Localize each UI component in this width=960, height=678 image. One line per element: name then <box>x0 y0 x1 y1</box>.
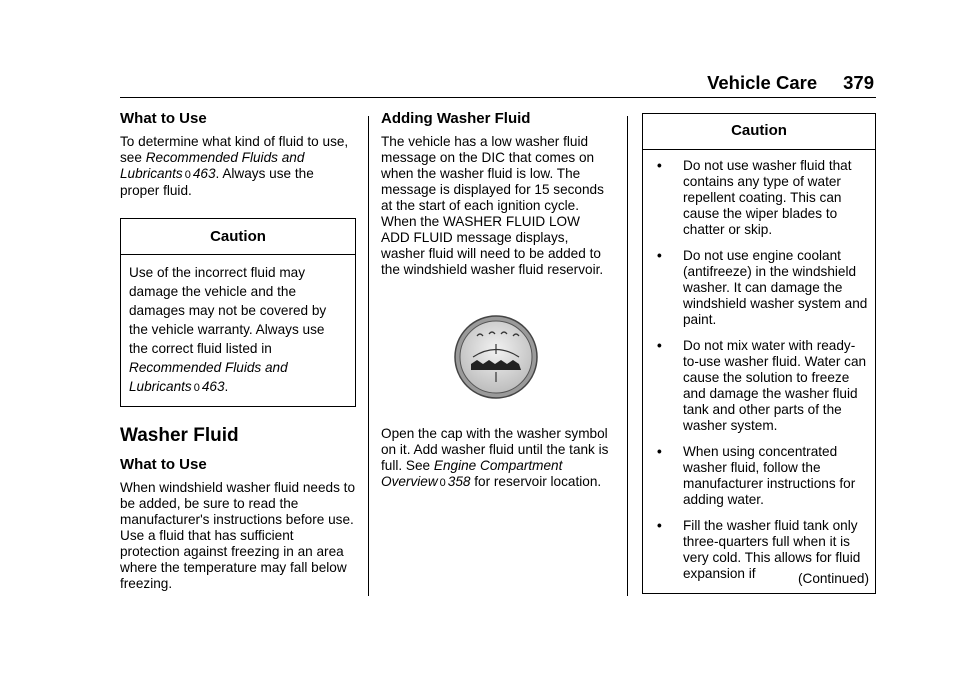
caution-title: Caution <box>121 219 355 255</box>
page-ref-463[interactable]: 463 <box>192 166 216 181</box>
page-header <box>707 72 874 94</box>
page-ref-arrow-icon: 0 <box>439 477 446 489</box>
column-middle <box>381 110 611 491</box>
page-ref-358[interactable]: 358 <box>447 474 471 489</box>
engine-compartment-link[interactable]: Engine Compartment Overview <box>381 458 563 489</box>
column-left <box>120 110 356 592</box>
washer-fluid-paragraph: When windshield washer fluid needs to be added, be sure to read the manufacturer's instructions before use. Use a fluid that has sufficient protection against freezing in an area where the temperature may fall below freezing. <box>120 480 356 591</box>
caution-bullet-list <box>643 150 875 596</box>
list-item: • Do not use washer fluid that contains any type of water repellent coating. This can cause the wiper blades to chatter or skip. <box>653 158 869 238</box>
caution-recommended-fluids-link[interactable]: Recommended Fluids and Lubricants <box>129 360 288 394</box>
list-item: • When using concentrated washer fluid, follow the manufacturer instructions for adding water. <box>653 444 869 508</box>
list-item: • Do not use engine coolant (antifreeze) in the windshield washer. It can damage the windshield washer system and paint. <box>653 248 869 328</box>
caution-box-fluid <box>120 218 356 407</box>
column-divider <box>368 116 369 596</box>
recommended-fluids-link[interactable]: Recommended Fluids and Lubricants <box>120 150 305 181</box>
what-to-use-heading: What to Use <box>120 110 207 127</box>
continued-label: (Continued) <box>797 571 869 586</box>
low-fluid-message-paragraph: The vehicle has a low washer fluid message on the DIC that comes on when the washer fluid is low. The message is displayed for 15 seconds at the start of each ignition cycle. When the WASHER FLUID LOW ADD FLUID message displays, washer fluid will need to be added to the windshield washer fluid reservoir. <box>381 134 604 277</box>
column-right <box>642 113 876 594</box>
caution-text: Use of the incorrect fluid may damage the vehicle and the damages may not be covered by the vehicle warranty. Always use the correct fluid listed in Recommended Fluids and Lubricants 0 463. <box>129 265 327 394</box>
list-item: • Do not mix water with ready-to-use washer fluid. Water can cause the solution to freeze and damage the washer fluid tank and other parts of the washer system. <box>653 338 869 434</box>
caution-title: Caution <box>643 114 875 150</box>
page-ref-arrow-icon: 0 <box>193 382 200 394</box>
caution-box-washer <box>642 113 876 594</box>
page-ref-arrow-icon: 0 <box>184 169 191 181</box>
list-item: • Fill the washer fluid tank only three-quarters full when it is very cold. This allows for fluid expansion if <box>653 518 869 582</box>
washer-fluid-symbol-icon <box>453 314 539 400</box>
page-number: 379 <box>843 72 874 93</box>
washer-fluid-section-heading: Washer Fluid <box>120 425 239 446</box>
column-divider <box>627 116 628 596</box>
caution-page-ref-463[interactable]: 463 <box>201 379 225 394</box>
open-cap-paragraph: Open the cap with the washer symbol on it. Add washer fluid until the tank is full. See Engine Compartment Overview 0 358 for reservoir location. <box>381 426 609 489</box>
adding-washer-fluid-heading: Adding Washer Fluid <box>381 110 531 127</box>
washer-symbol-figure <box>381 314 611 400</box>
header-rule <box>120 97 876 98</box>
what-to-use-heading-2: What to Use <box>120 456 207 473</box>
section-title: Vehicle Care <box>707 72 818 93</box>
intro-paragraph: To determine what kind of fluid to use, see Recommended Fluids and Lubricants 0 463. Always use the proper fluid. <box>120 134 349 198</box>
